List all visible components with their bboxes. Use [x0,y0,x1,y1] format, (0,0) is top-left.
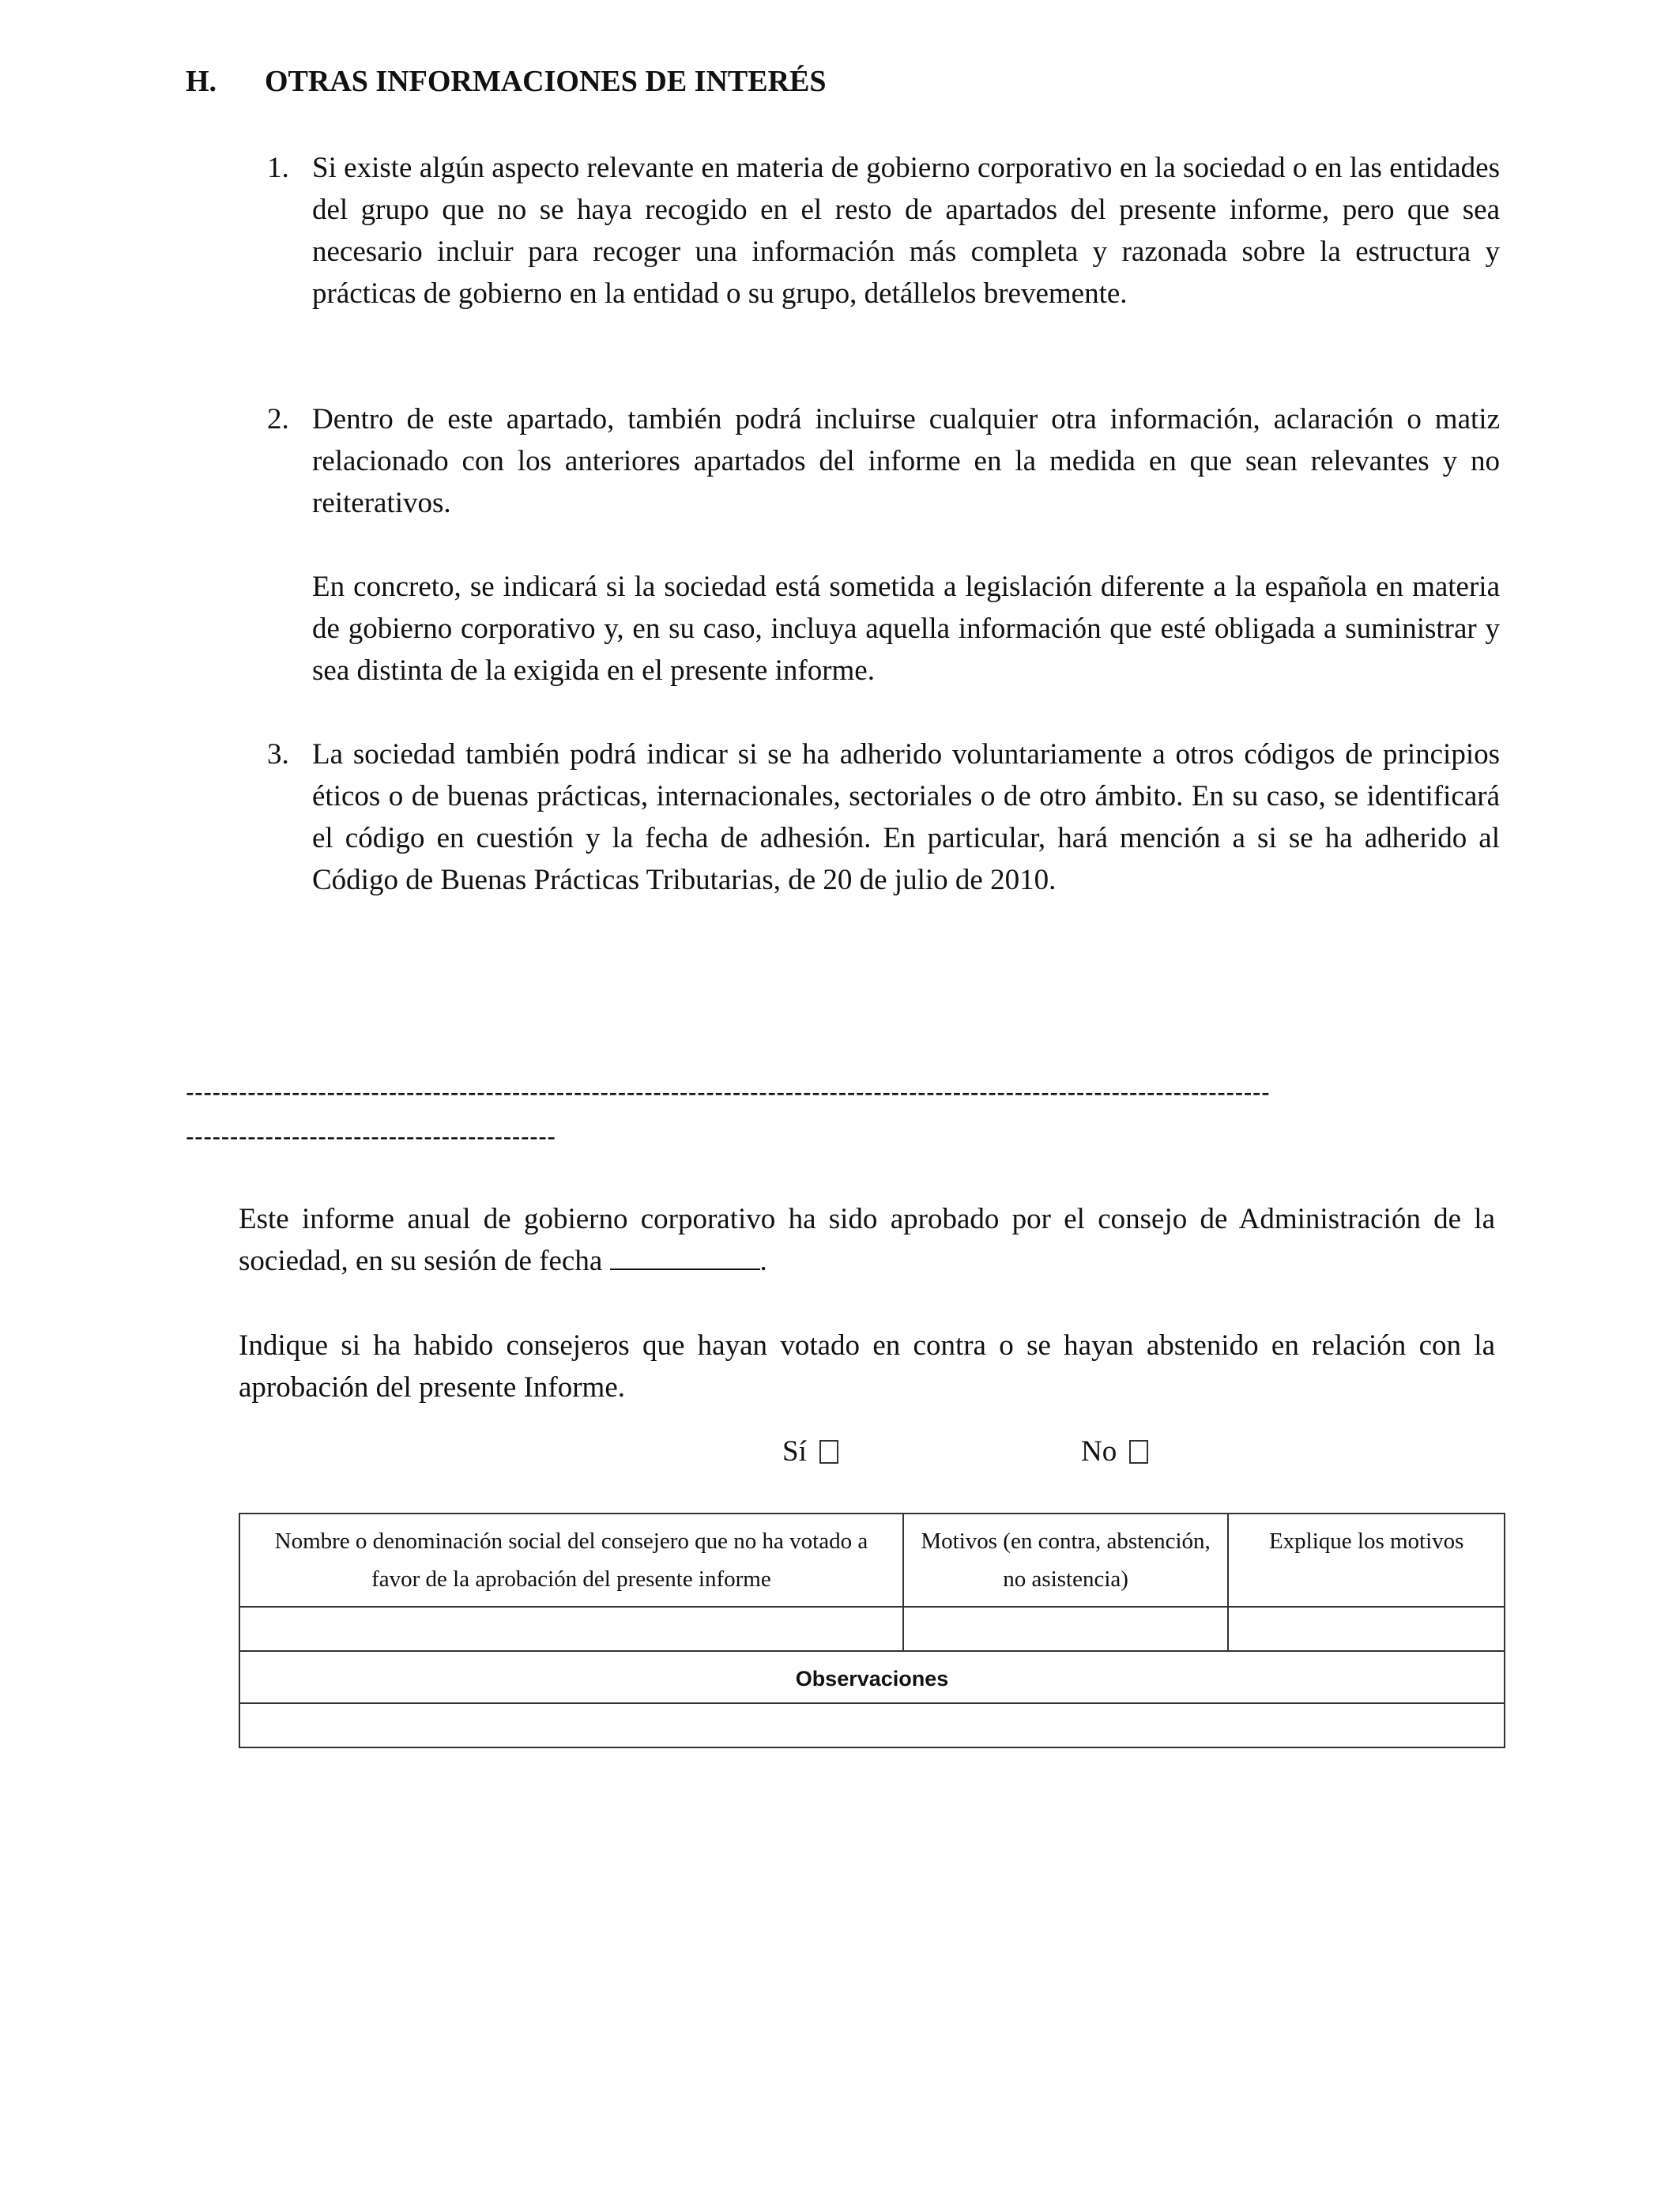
item-number: 3. [267,738,289,771]
header-explique: Explique los motivos [1228,1514,1505,1607]
choice-no-label: No [1081,1435,1117,1468]
table-header-row [239,1514,1505,1607]
choice-yes[interactable] [782,1431,838,1472]
section-letter: H. [186,65,217,98]
votes-table [239,1513,1505,1748]
separator-line: ------------------------------------------ [186,1122,556,1151]
observations-cell[interactable] [239,1703,1505,1747]
approval-paragraph [239,1198,1495,1282]
item-number: 1. [267,152,289,184]
header-motivos: Motivos (en contra, abstención, no asistencia) [903,1514,1229,1607]
table-cell[interactable] [1228,1607,1505,1651]
observations-row [239,1703,1505,1747]
table-row [239,1607,1505,1651]
section-heading [186,62,827,101]
checkbox-yes[interactable] [819,1440,838,1464]
item-extra-text: En concreto, se indicará si la sociedad está sometida a legislación diferente a la española en materia de gobierno corporativo y, en su caso, incluya aquella información que esté obligada a suministrar y sea distinta de la exigida en el presente informe. [312,571,1500,687]
header-consejero: Nombre o denominación social del consejero que no ha votado a favor de la aprobación del presente informe [239,1514,903,1607]
table-cell[interactable] [903,1607,1229,1651]
observations-header-row [239,1651,1505,1703]
list-item-3 [267,733,1500,901]
observations-header: Observaciones [239,1651,1505,1703]
approval-end: . [759,1245,767,1277]
separator-line: --------------------------------------------------------------------------------------------------------------------------- [186,1078,1271,1106]
section-title: OTRAS INFORMACIONES DE INTERÉS [265,65,827,98]
list-item-2 [267,398,1500,692]
choice-yes-label: Sí [782,1435,807,1468]
item-text: Si existe algún aspecto relevante en materia de gobierno corporativo en la sociedad o en las entidades del grupo que no se haya recogido en el resto de apartados del presente informe, pero que sea necesario incluir para recoger una información más completa y razonada sobre la estructura y prácticas de gobierno en la entidad o su grupo, detállelos brevemente. [312,152,1500,310]
list-item-1 [267,147,1500,315]
item-text: La sociedad también podrá indicar si se ha adherido voluntariamente a otros códigos de principios éticos o de buenas prácticas, internacionales, sectoriales o de otro ámbito. En su caso, se identificará el código en cuestión y la fecha de adhesión. En particular, hará mención a si se ha adherido al Código de Buenas Prácticas Tributarias, de 20 de julio de 2010. [312,738,1500,896]
checkbox-no[interactable] [1129,1440,1148,1464]
item-number: 2. [267,403,289,435]
table-cell[interactable] [239,1607,903,1651]
choice-no[interactable] [1081,1431,1148,1472]
item-text: Dentro de este apartado, también podrá incluirse cualquier otra información, aclaración o matiz relacionado con los anteriores apartados del informe en la medida en que sean relevantes y no reiterativos. [312,403,1500,519]
question-paragraph: Indique si ha habido consejeros que hayan votado en contra o se hayan abstenido en relación con la aprobación del presente Informe. [239,1329,1495,1404]
approval-text: Este informe anual de gobierno corporativo ha sido aprobado por el consejo de Administración de la sociedad, en su sesión de fecha [239,1203,1495,1277]
date-blank-field[interactable] [610,1243,760,1270]
